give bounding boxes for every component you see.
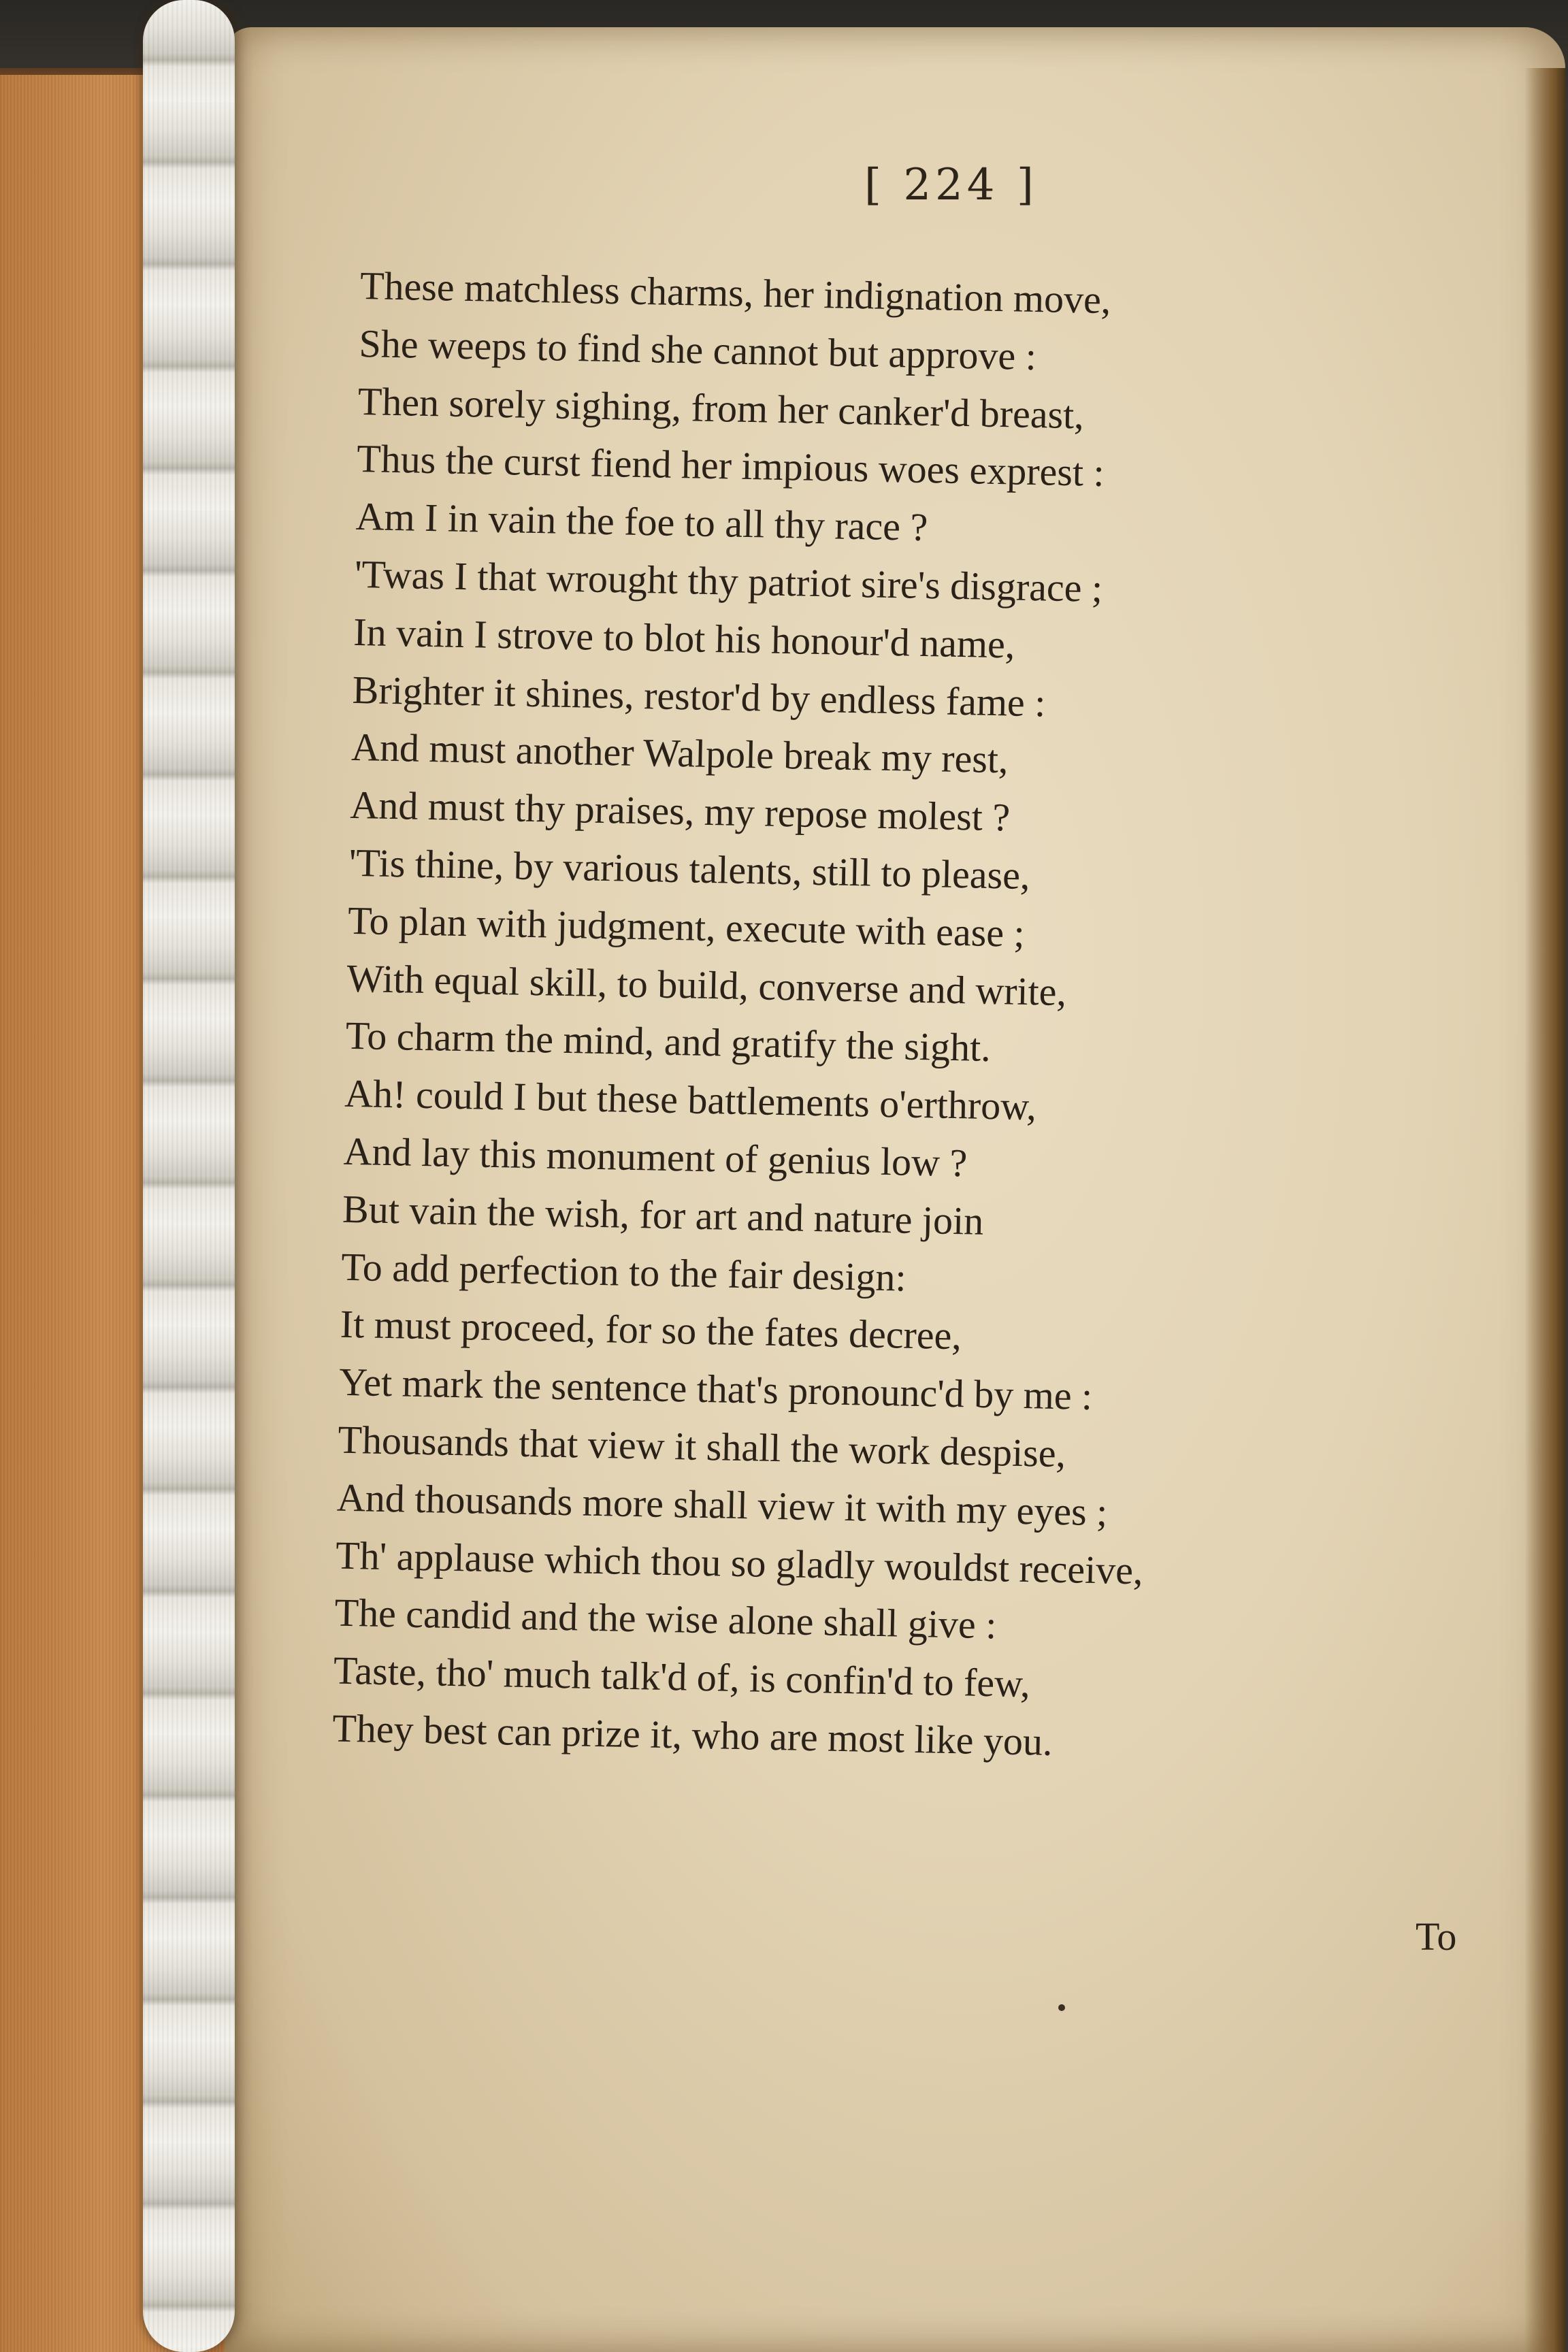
poem-line: Th' applause which thou so gladly wouldst receive, [335,1533,1144,1592]
poem-line: 'Tis thine, by various talents, still to please, [348,840,1031,898]
poem-line: To add perfection to the fair design: [340,1244,907,1300]
poem-line: They best can prize it, who are most like you. [331,1705,1054,1764]
poem-line: To charm the mind, and gratify the sight. [345,1013,992,1071]
poem-line: And lay this monument of genius low ? [343,1128,968,1186]
page-edge-shadow [1524,68,1565,2352]
poem-line: But vain the wish, for art and nature join [342,1186,984,1243]
poem-line: Taste, tho' much talk'd of, is confin'd to few, [333,1648,1031,1706]
poem-line: 'Twas I that wrought thy patriot sire's disgrace ; [354,551,1103,610]
poem-line: Then sorely sighing, from her canker'd breast, [357,378,1085,438]
poem-line: In vain I strove to blot his honour'd name, [353,609,1016,667]
poem-line: These matchless charms, her indignation move, [359,263,1111,323]
poem-line: The candid and the wise alone shall give : [334,1590,998,1648]
poem-line: Yet mark the sentence that's pronounc'd by me : [338,1359,1093,1419]
poem-text [332,257,1422,1778]
poem-line: And must thy praises, my repose molest ? [349,783,1011,840]
poem-line: Thousands that view it shall the work despise, [338,1417,1066,1476]
poem-line: With equal skill, to build, converse and write, [346,956,1067,1014]
poem-line: It must proceed, for so the fates decree, [340,1302,962,1358]
poem-line: Thus the curst fiend her impious woes exprest : [356,436,1105,495]
poem-line: To plan with judgment, execute with ease ; [347,898,1026,956]
poem-line: Am I in vain the foe to all thy race ? [355,494,928,550]
catchword: To [1416,1914,1457,1959]
poem-line: Ah! could I but these battlements o'erthrow, [344,1071,1037,1129]
ink-speck [1058,2004,1065,2011]
ribbon-bookmark [143,0,235,2352]
page-number: [ 224 ] [864,160,1038,210]
poem-line: She weeps to find she cannot but approve : [358,321,1037,378]
poem-line: Brighter it shines, restor'd by endless fame : [352,667,1047,725]
poem-line: And thousands more shall view it with my eyes ; [336,1475,1108,1535]
poem-line: And must another Walpole break my rest, [350,725,1009,782]
